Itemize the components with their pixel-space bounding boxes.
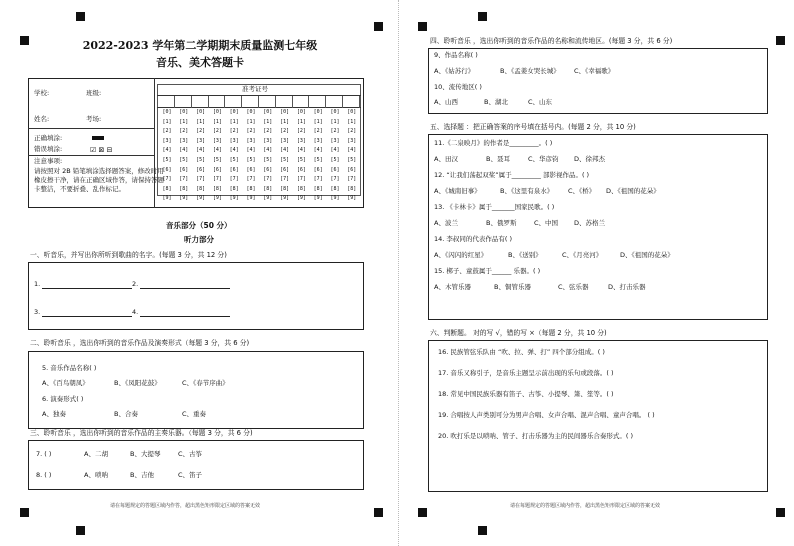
registration-mark — [418, 508, 427, 517]
exam-id-digit-box[interactable] — [310, 96, 326, 108]
answer-4-line[interactable] — [140, 316, 230, 317]
q13-option-d: D、苏格兰 — [574, 219, 606, 227]
question-15: 15. 梆子、童鼓属于______ 乐器。( ) — [434, 267, 541, 275]
registration-mark — [76, 526, 85, 535]
exam-id-bubble[interactable]: [7] — [296, 176, 306, 183]
question-20: 20. 吹打乐是以唢呐、管子、打击乐器为主的民间器乐合奏形式。( ) — [438, 432, 634, 440]
exam-id-bubble[interactable]: [1] — [196, 118, 206, 125]
exam-id-bubble[interactable]: [0] — [347, 109, 357, 115]
q9-option-a: A、《姑苏行》 — [434, 67, 475, 75]
correct-fill-sample — [92, 136, 104, 140]
exam-id-bubble[interactable]: [8] — [296, 185, 306, 192]
exam-id-label: 准考证号 — [242, 85, 268, 93]
q14-option-b: B、《送别》 — [508, 251, 542, 259]
q13-option-a: A、波兰 — [434, 219, 458, 227]
q6-option-b: B、合奏 — [114, 410, 138, 418]
exam-id-bubble[interactable]: [2] — [246, 128, 256, 135]
exam-id-bubble-column[interactable] — [243, 108, 259, 204]
exam-id-bubble-column[interactable] — [293, 108, 309, 204]
answer-4-number: 4. — [132, 308, 139, 316]
exam-id-bubble-column[interactable] — [209, 108, 225, 204]
exam-id-bubble[interactable]: [7] — [280, 176, 290, 183]
exam-id-bubble[interactable]: [5] — [162, 156, 172, 163]
exam-id-bubble[interactable]: [0] — [263, 109, 273, 115]
registration-mark — [374, 508, 383, 517]
exam-subtitle: 音乐、美术答题卡 — [156, 56, 244, 69]
exam-id-bubble[interactable]: [3] — [313, 137, 323, 144]
q14-option-d: D、《祖国的花朵》 — [620, 251, 674, 259]
section-4-answer-box[interactable] — [428, 48, 768, 114]
exam-id-bubble[interactable]: [8] — [347, 185, 357, 192]
notes-line-2: 橡皮擦干净，请在正确区域作答，请保持答题 — [34, 176, 164, 184]
exam-id-bubble[interactable]: [6] — [229, 166, 239, 173]
q8-option-b: B、吉他 — [130, 471, 154, 479]
exam-id-bubble[interactable]: [6] — [296, 166, 306, 173]
answer-2-number: 2. — [132, 280, 139, 288]
q9-option-c: C、《幸福歌》 — [574, 67, 615, 75]
exam-id-bubble[interactable]: [7] — [212, 176, 222, 183]
exam-id-bubble[interactable]: [2] — [330, 128, 340, 135]
exam-id-bubble[interactable]: [1] — [212, 118, 222, 125]
exam-id-bubble[interactable]: [8] — [263, 185, 273, 192]
exam-id-bubble[interactable]: [2] — [212, 128, 222, 135]
exam-id-bubble[interactable]: [4] — [162, 147, 172, 154]
exam-id-bubble[interactable]: [6] — [179, 166, 189, 173]
exam-id-bubble[interactable]: [3] — [246, 137, 256, 144]
exam-id-bubble[interactable]: [3] — [212, 137, 222, 144]
question-13: 13. 《卡林卡》属于_______国家民歌。( ) — [434, 203, 555, 211]
question-5: 5. 音乐作品名称( ) — [42, 364, 97, 372]
q15-option-b: B、铜管乐器 — [494, 283, 531, 291]
exam-id-bubble[interactable]: [2] — [347, 128, 357, 135]
exam-id-digit-box[interactable] — [176, 96, 192, 108]
q8-option-a: A、唢呐 — [84, 471, 108, 479]
section-5-heading: 五、选择题 ：把正确答案的序号填在括号内。(每题 2 分，共 10 分) — [430, 123, 636, 131]
q8-option-c: C、笛子 — [178, 471, 203, 479]
wrong-fill-samples: ☑ ⊠ ⊟ — [90, 146, 113, 154]
exam-id-bubble[interactable]: [6] — [347, 166, 357, 173]
exam-id-bubble[interactable]: [2] — [179, 128, 189, 135]
exam-id-bubble[interactable]: [9] — [280, 195, 290, 202]
answer-1-line[interactable] — [42, 288, 132, 289]
exam-id-bubble[interactable]: [7] — [313, 176, 323, 183]
section-1-heading: 一、听音乐，并写出你所听到歌曲的名字。(每题 3 分，共 12 分) — [30, 251, 227, 259]
question-9: 9、作品名称( ) — [434, 51, 478, 59]
q13-option-c: C、中国 — [534, 219, 559, 227]
exam-id-bubble[interactable]: [8] — [246, 185, 256, 192]
exam-id-bubble[interactable]: [4] — [347, 147, 357, 154]
q12-option-d: D、《祖国的花朵》 — [606, 187, 660, 195]
exam-id-digit-box[interactable] — [209, 96, 225, 108]
section-6-heading: 六、判断题。 对的写 √，错的写 ×（每题 2 分，共 10 分) — [430, 329, 607, 337]
exam-id-bubble[interactable]: [6] — [246, 166, 256, 173]
exam-id-bubble[interactable]: [9] — [179, 195, 189, 202]
q11-option-a: A、田汉 — [434, 155, 458, 163]
notes-line-1: 请按照对 2B 铅笔填涂选择题答案，修改时用 — [34, 167, 164, 175]
correct-fill-label: 正确填涂: — [34, 134, 63, 142]
question-19: 19. 合唱按人声类别可分为男声合唱、女声合唱、混声合唱、童声合唱。 ( ) — [438, 411, 655, 419]
wrong-fill-label: 错误填涂: — [34, 145, 63, 153]
section-1-answer-box[interactable] — [28, 262, 364, 330]
exam-id-bubble[interactable]: [9] — [296, 195, 306, 202]
exam-id-bubble-column[interactable] — [159, 108, 175, 204]
exam-id-bubble[interactable]: [7] — [229, 176, 239, 183]
question-16: 16. 民族管弦乐队由 “吹、拉、弹、打” 四个部分组成。( ) — [438, 348, 605, 356]
exam-id-bubble[interactable]: [7] — [162, 176, 172, 183]
q12-option-c: C、《桥》 — [568, 187, 596, 195]
exam-id-bubble[interactable]: [6] — [212, 166, 222, 173]
school-label: 学校: — [34, 89, 50, 97]
q10-option-c: C、山东 — [528, 98, 553, 106]
answer-3-number: 3. — [34, 308, 41, 316]
exam-id-digit-box[interactable] — [193, 96, 209, 108]
exam-id-bubble[interactable]: [9] — [162, 195, 172, 202]
exam-id-bubble[interactable]: [3] — [347, 137, 357, 144]
exam-id-digit-box[interactable] — [226, 96, 242, 108]
name-label: 姓名: — [34, 115, 50, 123]
right-footer-note: 请在每题规定的答题区域内作答，超出黑色矩形限定区域的答案无效 — [510, 503, 661, 509]
q5-option-b: B、《凤阳花鼓》 — [114, 379, 161, 387]
exam-id-digit-box[interactable] — [277, 96, 293, 108]
page-divider — [398, 0, 399, 546]
exam-id-bubble[interactable]: [0] — [246, 109, 256, 115]
exam-id-bubble[interactable]: [2] — [229, 128, 239, 135]
q9-option-b: B、《孟姜女哭长城》 — [500, 67, 560, 75]
exam-id-bubble-column[interactable] — [344, 108, 360, 204]
exam-id-bubble[interactable]: [4] — [313, 147, 323, 154]
exam-id-bubble[interactable]: [7] — [246, 176, 256, 183]
exam-id-bubble[interactable]: [8] — [196, 185, 206, 192]
exam-id-bubble-column[interactable] — [260, 108, 276, 204]
exam-id-bubble[interactable]: [9] — [196, 195, 206, 202]
question-14: 14. 李叔同的代表作品有( ) — [434, 235, 513, 243]
exam-id-bubble[interactable]: [1] — [229, 118, 239, 125]
exam-id-bubble-column[interactable] — [193, 108, 209, 204]
q15-option-a: A、木管乐器 — [434, 283, 471, 291]
exam-id-bubble[interactable]: [1] — [162, 118, 172, 125]
exam-id-bubble-column[interactable] — [327, 108, 343, 204]
q13-option-b: B、俄罗斯 — [486, 219, 517, 227]
notes-line-3: 卡整洁，不要折叠、乱作标记。 — [34, 185, 125, 193]
question-11: 11.《二泉映月》的作者是_________。( ) — [434, 139, 553, 147]
exam-id-bubble[interactable]: [3] — [263, 137, 273, 144]
section-2-heading: 二、聆听音乐 ，选出你听到的音乐作品及演奏形式（每题 3 分，共 6 分) — [30, 339, 250, 347]
exam-id-bubble[interactable]: [5] — [280, 156, 290, 163]
exam-id-bubble[interactable]: [4] — [296, 147, 306, 154]
exam-id-bubble[interactable]: [7] — [196, 176, 206, 183]
exam-id-bubble[interactable]: [7] — [263, 176, 273, 183]
question-8: 8. ( ) — [36, 471, 52, 479]
exam-id-bubble[interactable]: [8] — [162, 185, 172, 192]
section-4-heading: 四、聆听音乐 ，选出你听到的音乐作品的名称和流传地区。(每题 3 分，共 6 分) — [430, 37, 673, 45]
exam-id-bubble[interactable]: [5] — [179, 156, 189, 163]
q12-option-a: A、《城南旧事》 — [434, 187, 481, 195]
exam-id-bubble[interactable]: [0] — [280, 109, 290, 115]
q11-option-c: C、华彦钧 — [528, 155, 559, 163]
exam-id-bubble[interactable]: [8] — [313, 185, 323, 192]
exam-id-bubble[interactable]: [0] — [179, 109, 189, 115]
exam-title: 2022-2023 学年第二学期期末质量监测七年级 — [82, 39, 318, 52]
answer-3-line[interactable] — [42, 316, 132, 317]
exam-id-digit-box[interactable] — [344, 96, 360, 108]
exam-id-bubble[interactable]: [5] — [313, 156, 323, 163]
exam-id-bubble-column[interactable] — [226, 108, 242, 204]
exam-id-bubble[interactable]: [9] — [229, 195, 239, 202]
section-3-answer-box[interactable] — [28, 440, 364, 490]
registration-mark — [478, 12, 487, 21]
exam-id-bubble[interactable]: [8] — [229, 185, 239, 192]
exam-id-digit-box[interactable] — [159, 96, 175, 108]
exam-id-bubble[interactable]: [1] — [330, 118, 340, 125]
q11-option-b: B、聂耳 — [486, 155, 510, 163]
exam-id-bubble[interactable]: [1] — [280, 118, 290, 125]
exam-id-bubble[interactable]: [5] — [196, 156, 206, 163]
music-part-heading: 音乐部分（50 分） — [166, 221, 232, 230]
exam-id-bubble[interactable]: [8] — [179, 185, 189, 192]
q14-option-c: C、《月亮河》 — [562, 251, 603, 259]
registration-mark — [374, 22, 383, 31]
exam-id-bubble[interactable]: [2] — [162, 128, 172, 135]
exam-id-bubble[interactable]: [0] — [196, 109, 206, 115]
exam-id-bubble[interactable]: [3] — [162, 137, 172, 144]
q7-option-b: B、大提琴 — [130, 450, 161, 458]
exam-id-bubble[interactable]: [8] — [212, 185, 222, 192]
exam-id-bubble[interactable]: [7] — [347, 176, 357, 183]
exam-id-bubble[interactable]: [5] — [330, 156, 340, 163]
exam-id-bubble[interactable]: [2] — [313, 128, 323, 135]
exam-id-bubble[interactable]: [9] — [330, 195, 340, 202]
q15-option-c: C、弦乐器 — [558, 283, 589, 291]
exam-id-bubble[interactable]: [4] — [246, 147, 256, 154]
question-17: 17. 音乐又称引子，是音乐主题呈示前出现的乐句或段落。( ) — [438, 369, 614, 377]
exam-id-bubble[interactable]: [5] — [296, 156, 306, 163]
exam-id-bubble[interactable]: [9] — [313, 195, 323, 202]
exam-id-bubble[interactable]: [3] — [179, 137, 189, 144]
exam-id-bubble-column[interactable] — [277, 108, 293, 204]
exam-id-bubble[interactable]: [8] — [280, 185, 290, 192]
exam-id-bubble[interactable]: [5] — [347, 156, 357, 163]
exam-id-bubble[interactable]: [4] — [179, 147, 189, 154]
question-6: 6. 演奏形式( ) — [42, 395, 84, 403]
exam-id-bubble[interactable]: [2] — [196, 128, 206, 135]
exam-id-bubble[interactable]: [4] — [196, 147, 206, 154]
registration-mark — [478, 526, 487, 535]
exam-id-bubble[interactable]: [4] — [229, 147, 239, 154]
exam-id-bubble[interactable]: [5] — [229, 156, 239, 163]
q5-option-a: A、《百鸟朝凤》 — [42, 379, 89, 387]
question-18: 18. 常见中国民族乐器有笛子、古筝、小提琴、箫、笙等。( ) — [438, 390, 614, 398]
exam-id-bubble[interactable]: [5] — [212, 156, 222, 163]
registration-mark — [76, 12, 85, 21]
exam-id-bubble[interactable]: [2] — [296, 128, 306, 135]
exam-id-bubble[interactable]: [3] — [196, 137, 206, 144]
exam-id-bubble[interactable]: [6] — [263, 166, 273, 173]
exam-id-bubble[interactable]: [1] — [296, 118, 306, 125]
exam-id-bubble[interactable]: [6] — [196, 166, 206, 173]
exam-id-bubble[interactable]: [6] — [330, 166, 340, 173]
q7-option-a: A、二胡 — [84, 450, 108, 458]
q10-option-a: A、山西 — [434, 98, 458, 106]
answer-2-line[interactable] — [140, 288, 230, 289]
exam-id-bubble[interactable]: [0] — [296, 109, 306, 115]
exam-id-bubble[interactable]: [2] — [280, 128, 290, 135]
exam-id-bubble[interactable]: [1] — [179, 118, 189, 125]
exam-id-bubble[interactable]: [9] — [212, 195, 222, 202]
question-12: 12. “让我们荡起双桨”属于_________ 部影视作品。( ) — [434, 171, 590, 179]
registration-mark — [776, 36, 785, 45]
exam-id-bubble[interactable]: [1] — [263, 118, 273, 125]
exam-id-bubble[interactable]: [1] — [347, 118, 357, 125]
exam-id-bubble-column[interactable] — [310, 108, 326, 204]
exam-id-bubble[interactable]: [0] — [212, 109, 222, 115]
q11-option-d: D、徐邦杰 — [574, 155, 606, 163]
exam-id-bubble[interactable]: [8] — [330, 185, 340, 192]
q12-option-b: B、《这里有泉水》 — [500, 187, 554, 195]
notes-title: 注意事项: — [34, 157, 63, 165]
exam-id-bubble[interactable]: [3] — [330, 137, 340, 144]
registration-mark — [20, 508, 29, 517]
exam-id-bubble[interactable]: [3] — [229, 137, 239, 144]
exam-id-bubble[interactable]: [9] — [347, 195, 357, 202]
listening-heading: 听力部分 — [184, 235, 214, 244]
left-footer-note: 请在每题规定的答题区域内作答，超出黑色矩形限定区域的答案无效 — [110, 503, 261, 509]
exam-id-bubble[interactable]: [7] — [330, 176, 340, 183]
exam-room-label: 考场: — [86, 115, 102, 123]
exam-id-bubble[interactable]: [0] — [229, 109, 239, 115]
exam-id-bubble[interactable]: [9] — [246, 195, 256, 202]
q6-option-a: A、独奏 — [42, 410, 66, 418]
exam-id-bubble[interactable]: [4] — [212, 147, 222, 154]
q10-option-b: B、湖北 — [484, 98, 508, 106]
exam-id-bubble-column[interactable] — [176, 108, 192, 204]
exam-id-bubble[interactable]: [9] — [263, 195, 273, 202]
exam-id-bubble[interactable]: [6] — [280, 166, 290, 173]
exam-id-bubble[interactable]: [5] — [246, 156, 256, 163]
exam-id-bubble[interactable]: [4] — [263, 147, 273, 154]
q5-option-c: C、《春节序曲》 — [182, 379, 229, 387]
exam-id-digit-box[interactable] — [243, 96, 259, 108]
exam-id-bubble[interactable]: [3] — [296, 137, 306, 144]
exam-id-digit-box[interactable] — [327, 96, 343, 108]
exam-id-digit-box[interactable] — [293, 96, 309, 108]
exam-id-bubble[interactable]: [0] — [313, 109, 323, 115]
section-3-heading: 三、聆听音乐 ，选出你听到的音乐作品的主奏乐器。（每题 3 分，共 6 分) — [30, 429, 253, 437]
q6-option-c: C、重奏 — [182, 410, 207, 418]
exam-id-bubble[interactable]: [1] — [313, 118, 323, 125]
exam-id-bubble[interactable]: [2] — [263, 128, 273, 135]
exam-id-bubble[interactable]: [7] — [179, 176, 189, 183]
exam-id-bubble[interactable]: [0] — [162, 109, 172, 115]
exam-id-bubble[interactable]: [4] — [280, 147, 290, 154]
exam-id-bubble[interactable]: [0] — [330, 109, 340, 115]
q15-option-d: D、打击乐器 — [608, 283, 646, 291]
exam-id-bubble[interactable]: [4] — [330, 147, 340, 154]
q14-option-a: A、《闪闪的红星》 — [434, 251, 488, 259]
q7-option-c: C、古筝 — [178, 450, 203, 458]
exam-id-bubble[interactable]: [5] — [263, 156, 273, 163]
registration-mark — [776, 508, 785, 517]
exam-id-digit-box[interactable] — [260, 96, 276, 108]
exam-id-bubble[interactable]: [6] — [162, 166, 172, 173]
question-10: 10、流传地区( ) — [434, 83, 482, 91]
exam-id-bubble[interactable]: [1] — [246, 118, 256, 125]
class-label: 班级: — [86, 89, 102, 97]
question-7: 7. ( ) — [36, 450, 52, 458]
registration-mark — [418, 22, 427, 31]
exam-id-bubble[interactable]: [3] — [280, 137, 290, 144]
answer-1-number: 1. — [34, 280, 41, 288]
exam-id-bubble[interactable]: [6] — [313, 166, 323, 173]
